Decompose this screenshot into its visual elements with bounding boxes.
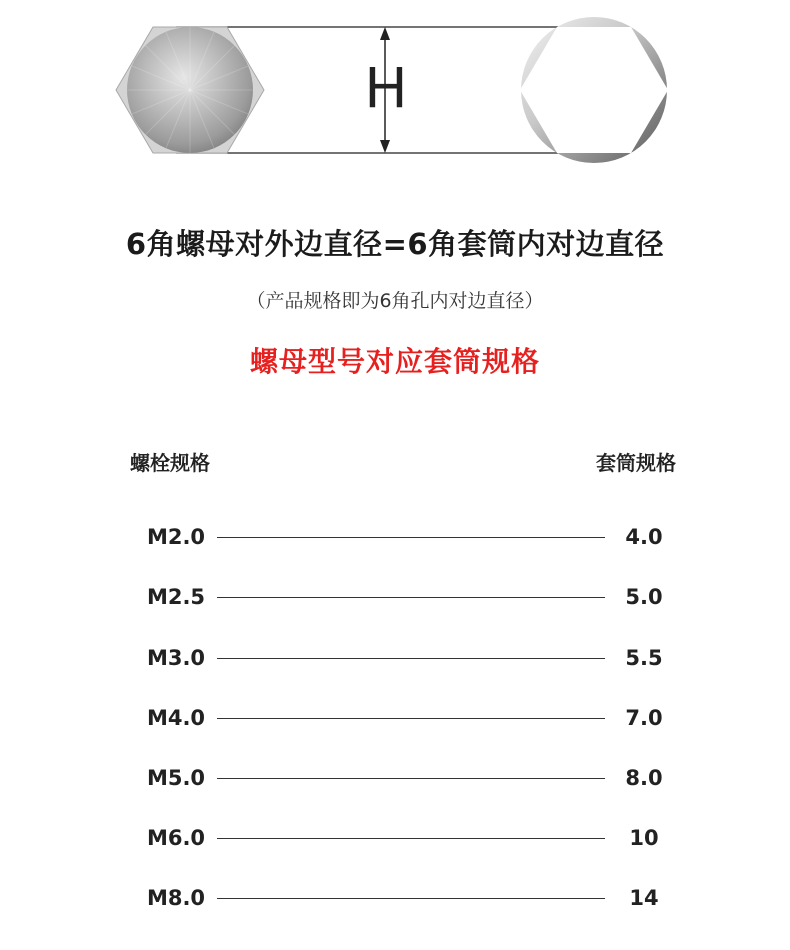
hex-dimension-diagram [0, 0, 790, 170]
table-row [0, 878, 790, 918]
table-row [0, 758, 790, 798]
bolt-spec: M5.0 [146, 766, 206, 790]
row-divider-line [217, 838, 605, 839]
socket-spec: 4.0 [625, 525, 663, 549]
row-divider-line [217, 718, 605, 719]
socket-spec: 14 [629, 886, 659, 910]
socket-spec-header: 套筒规格 [596, 451, 676, 475]
row-divider-line [217, 537, 605, 538]
row-divider-line [217, 898, 605, 899]
table-row [0, 818, 790, 858]
page-subline: （产品规格即为6角孔内对边直径） [246, 290, 544, 312]
bolt-spec: M4.0 [146, 706, 206, 730]
bolt-spec: M6.0 [146, 826, 206, 850]
bolt-spec: M2.5 [146, 585, 206, 609]
socket-spec: 5.0 [625, 585, 663, 609]
spec-table-title: 螺母型号对应套筒规格 [249, 345, 540, 378]
table-row [0, 577, 790, 617]
hex-socket-icon [520, 17, 668, 163]
bolt-spec: M8.0 [146, 886, 206, 910]
socket-spec: 10 [629, 826, 659, 850]
table-row [0, 698, 790, 738]
table-row [0, 638, 790, 678]
socket-spec: 8.0 [625, 766, 663, 790]
table-row [0, 517, 790, 557]
row-divider-line [217, 658, 605, 659]
bolt-spec-header: 螺栓规格 [130, 451, 210, 475]
page-headline: 6角螺母对外边直径=6角套筒内对边直径 [125, 227, 665, 261]
row-divider-line [217, 597, 605, 598]
socket-spec: 7.0 [625, 706, 663, 730]
hex-nut-head-icon [116, 27, 264, 153]
bolt-spec: M2.0 [146, 525, 206, 549]
bolt-spec: M3.0 [146, 646, 206, 670]
row-divider-line [217, 778, 605, 779]
dimension-label-h: H [365, 55, 407, 120]
socket-spec: 5.5 [625, 646, 663, 670]
